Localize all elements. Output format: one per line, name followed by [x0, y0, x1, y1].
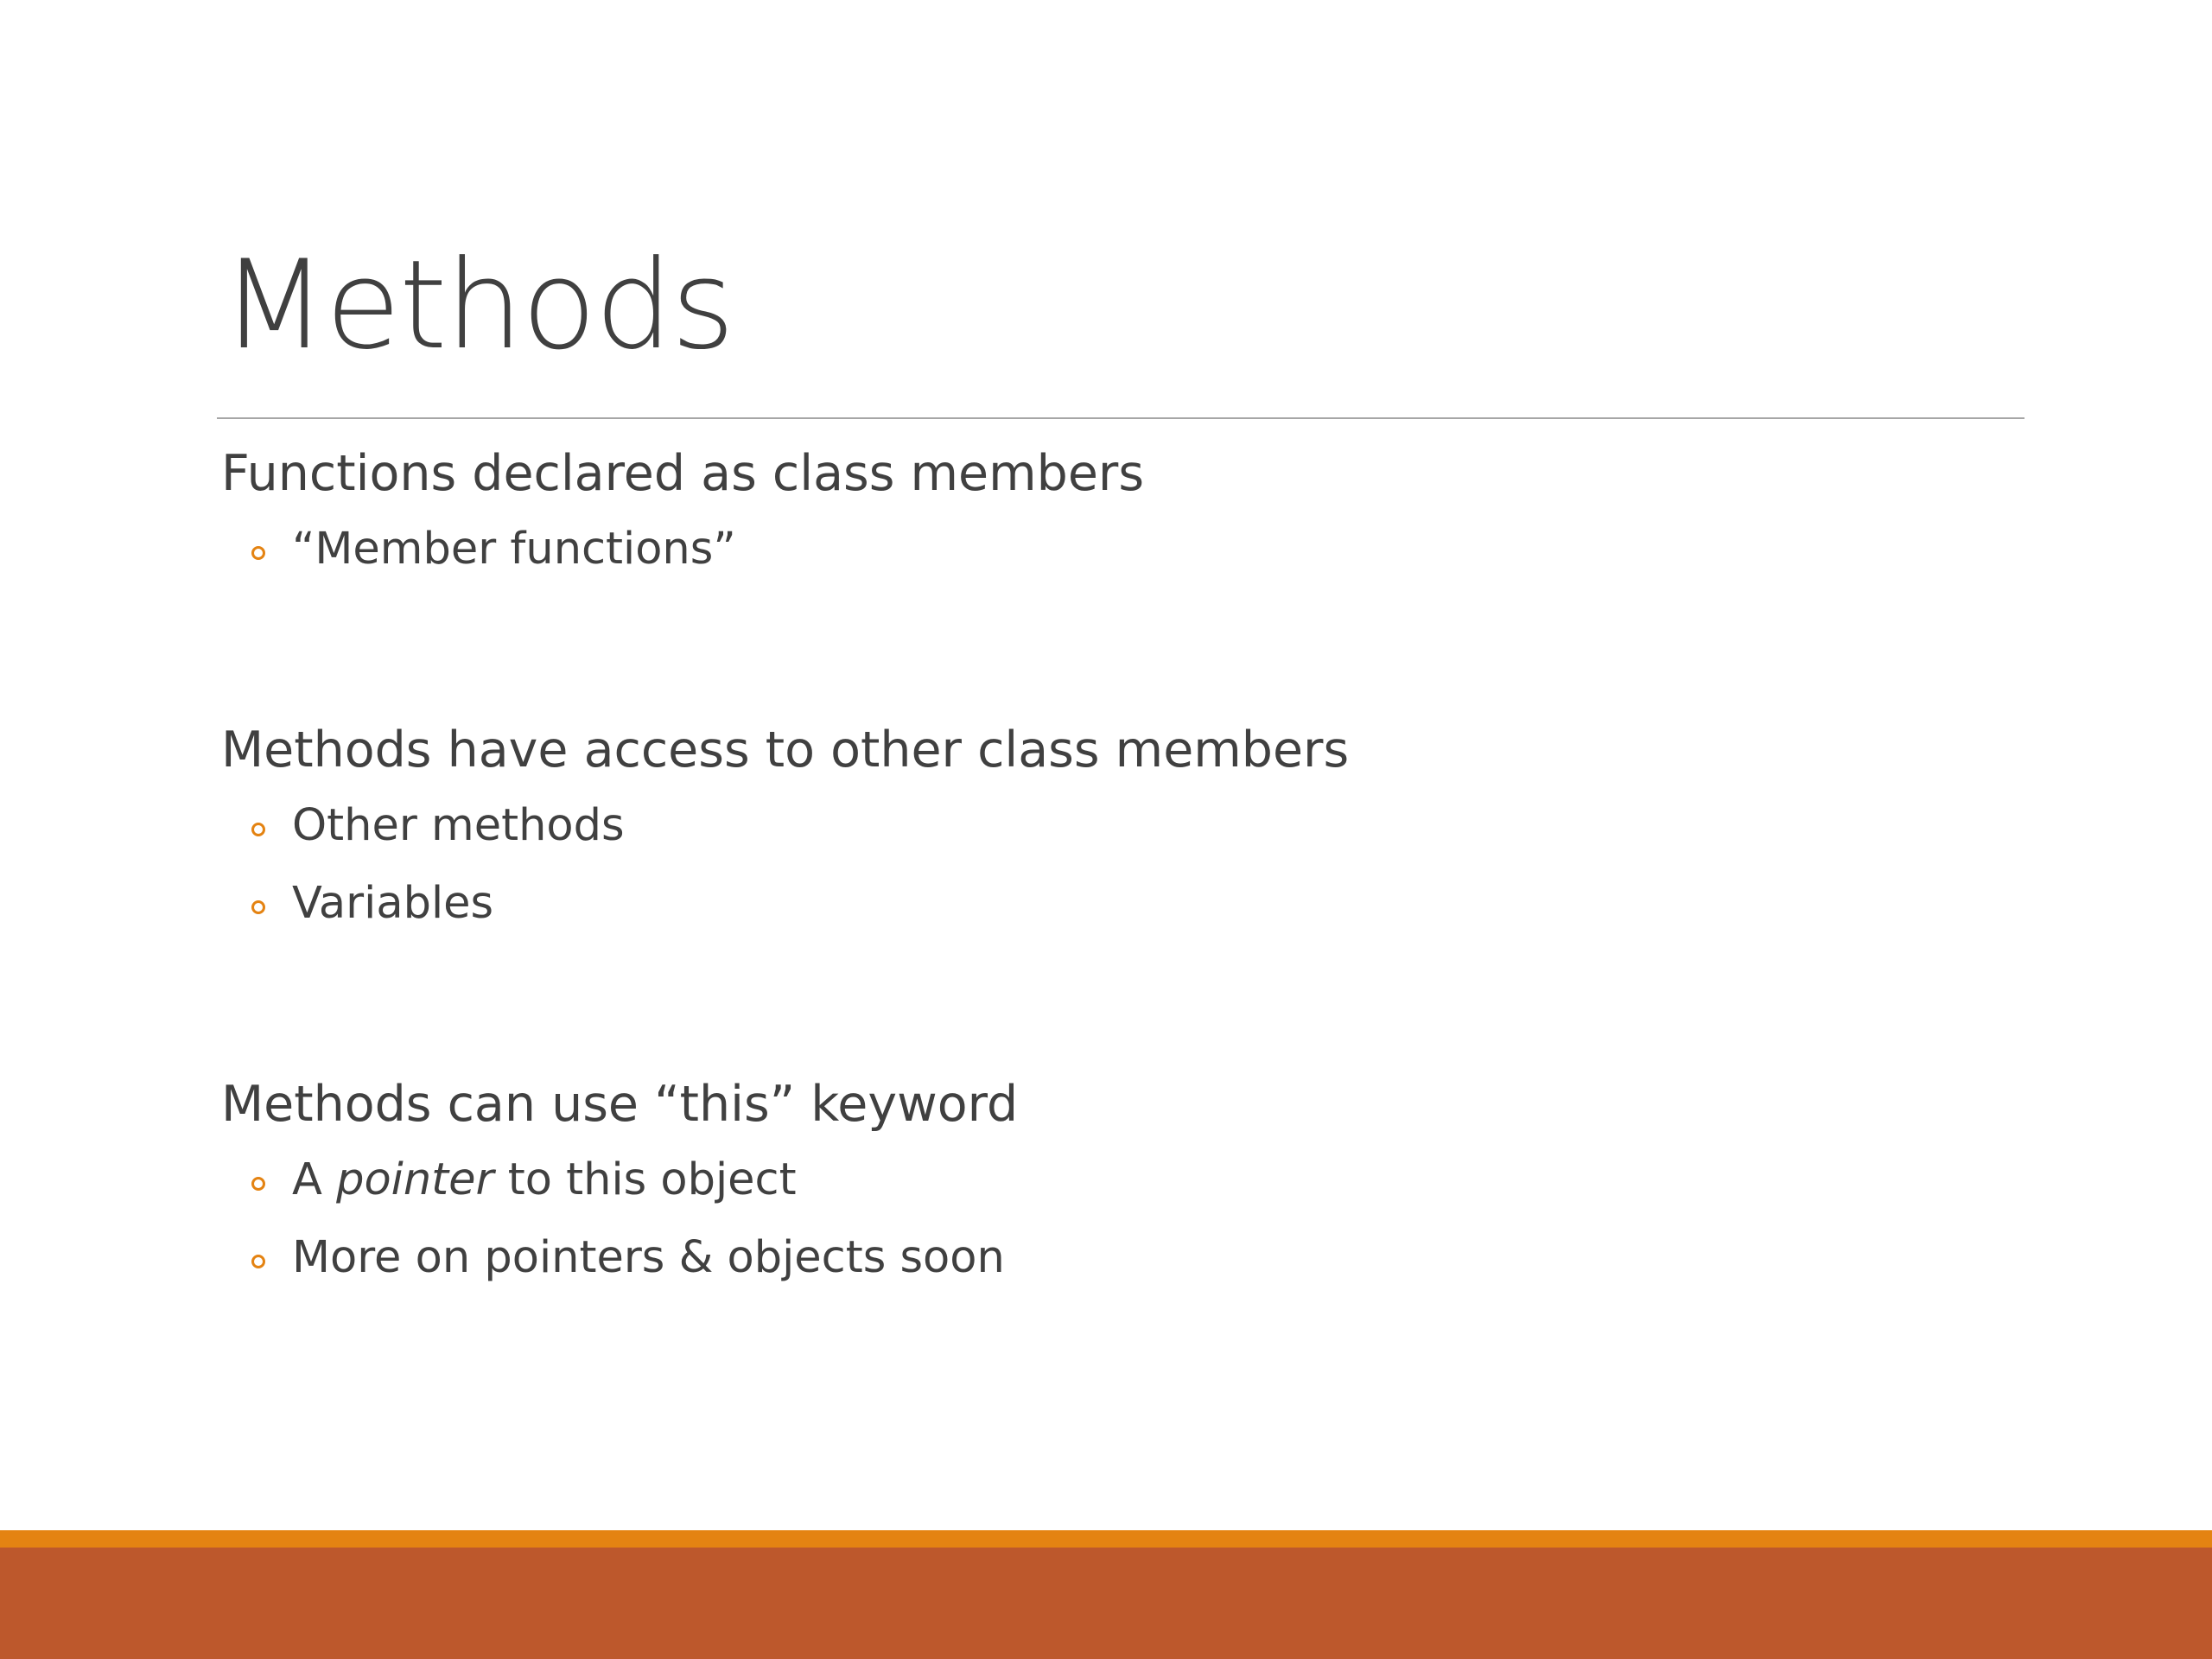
level2-item [221, 1232, 1993, 1313]
level2-text: Variables [292, 878, 494, 929]
level1-item: Methods can use “this” keyword [221, 1076, 1019, 1133]
level2-text-emphasis: pointer [336, 1154, 494, 1205]
sub-list [221, 800, 1993, 959]
hollow-circle-bullet-icon [251, 823, 265, 836]
level2-item [221, 878, 1993, 959]
sub-list [221, 524, 1993, 605]
level2-item [221, 800, 1993, 881]
level2-text: Other methods [292, 800, 625, 851]
level1-item: Methods have access to other class members [221, 721, 1350, 779]
footer-accent-stripe [0, 1530, 2212, 1548]
bullet-group-2 [221, 721, 1993, 959]
slide-title: Methods [221, 234, 734, 377]
level2-text: “Member functions” [292, 524, 736, 575]
level2-text: More on pointers & objects soon [292, 1232, 1005, 1283]
hollow-circle-bullet-icon [251, 1255, 265, 1268]
level2-text-prefix: A [292, 1154, 337, 1205]
title-divider [217, 417, 2024, 419]
level2-item [221, 1154, 1993, 1236]
bullet-group-1 [221, 445, 1993, 605]
level2-item [221, 524, 1993, 605]
hollow-circle-bullet-icon [251, 1177, 265, 1191]
sub-list [221, 1154, 1993, 1313]
slide-body [221, 445, 1993, 1313]
hollow-circle-bullet-icon [251, 900, 265, 914]
level1-item: Functions declared as class members [221, 445, 1145, 502]
level2-text-suffix: to this object [493, 1154, 797, 1205]
footer-band [0, 1548, 2212, 1659]
hollow-circle-bullet-icon [251, 546, 265, 560]
bullet-group-3 [221, 1076, 1993, 1313]
